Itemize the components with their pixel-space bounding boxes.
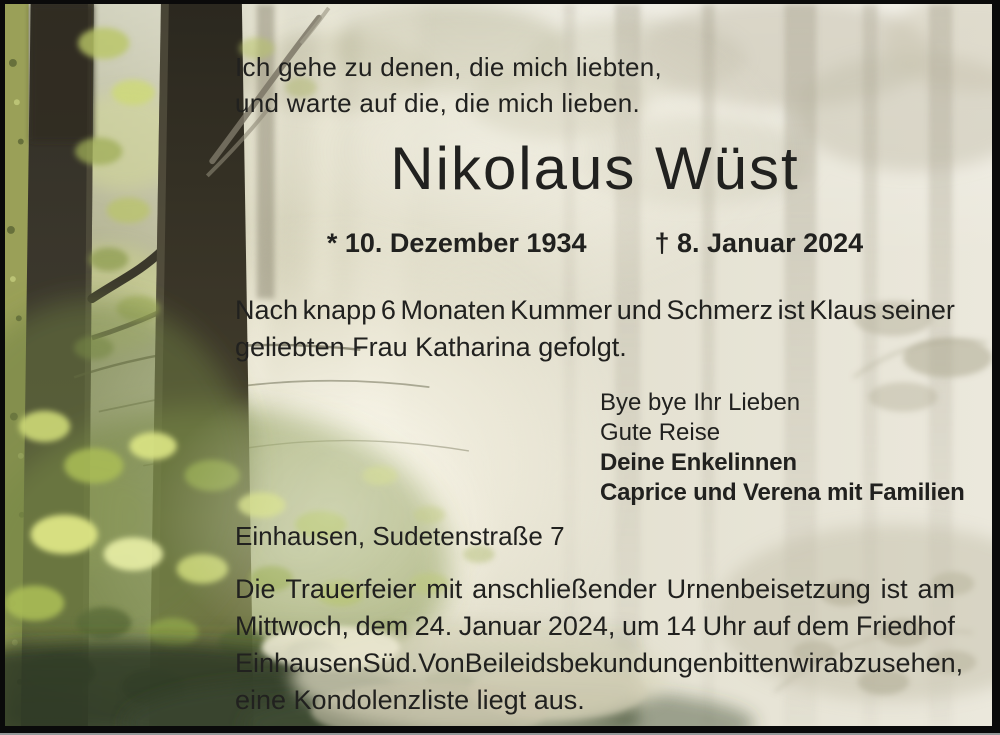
farewell-block (600, 388, 965, 508)
farewell-signature-1: Deine Enkelinnen (600, 449, 797, 476)
funeral-line-3: Einhausen Süd. Von Beileidsbekundungen bitten wir abzusehen, (235, 648, 964, 678)
epigraph-line-1: Ich gehe zu denen, die mich liebten, (235, 52, 663, 82)
address-line: Einhausen, Sudetenstraße 7 (235, 521, 565, 551)
lead-line-1: Nach knapp 6 Monaten Kummer und Schmerz ist Klaus seiner (235, 295, 955, 325)
farewell-line-1: Bye bye Ihr Lieben (600, 389, 801, 416)
funeral-line-1: Die Trauerfeier mit anschließender Urnenbeisetzung ist am (235, 574, 955, 604)
funeral-paragraph (235, 571, 964, 719)
epigraph (235, 49, 662, 121)
deceased-name: Nikolaus Wüst (390, 135, 800, 202)
farewell-signature-2: Caprice und Verena mit Familien (600, 479, 965, 506)
lead-line-2: geliebten Frau Katharina gefolgt. (235, 332, 627, 362)
funeral-line-2: Mittwoch, dem 24. Januar 2024, um 14 Uhr auf dem Friedhof (235, 611, 955, 641)
death-date: † 8. Januar 2024 (654, 228, 864, 258)
funeral-line-4: eine Kondolenzliste liegt aus. (235, 685, 585, 715)
birth-date: * 10. Dezember 1934 (326, 228, 587, 258)
lead-paragraph (235, 292, 955, 366)
epigraph-line-2: und warte auf die, die mich lieben. (235, 88, 641, 118)
farewell-line-2: Gute Reise (600, 419, 721, 446)
life-dates (235, 228, 955, 259)
